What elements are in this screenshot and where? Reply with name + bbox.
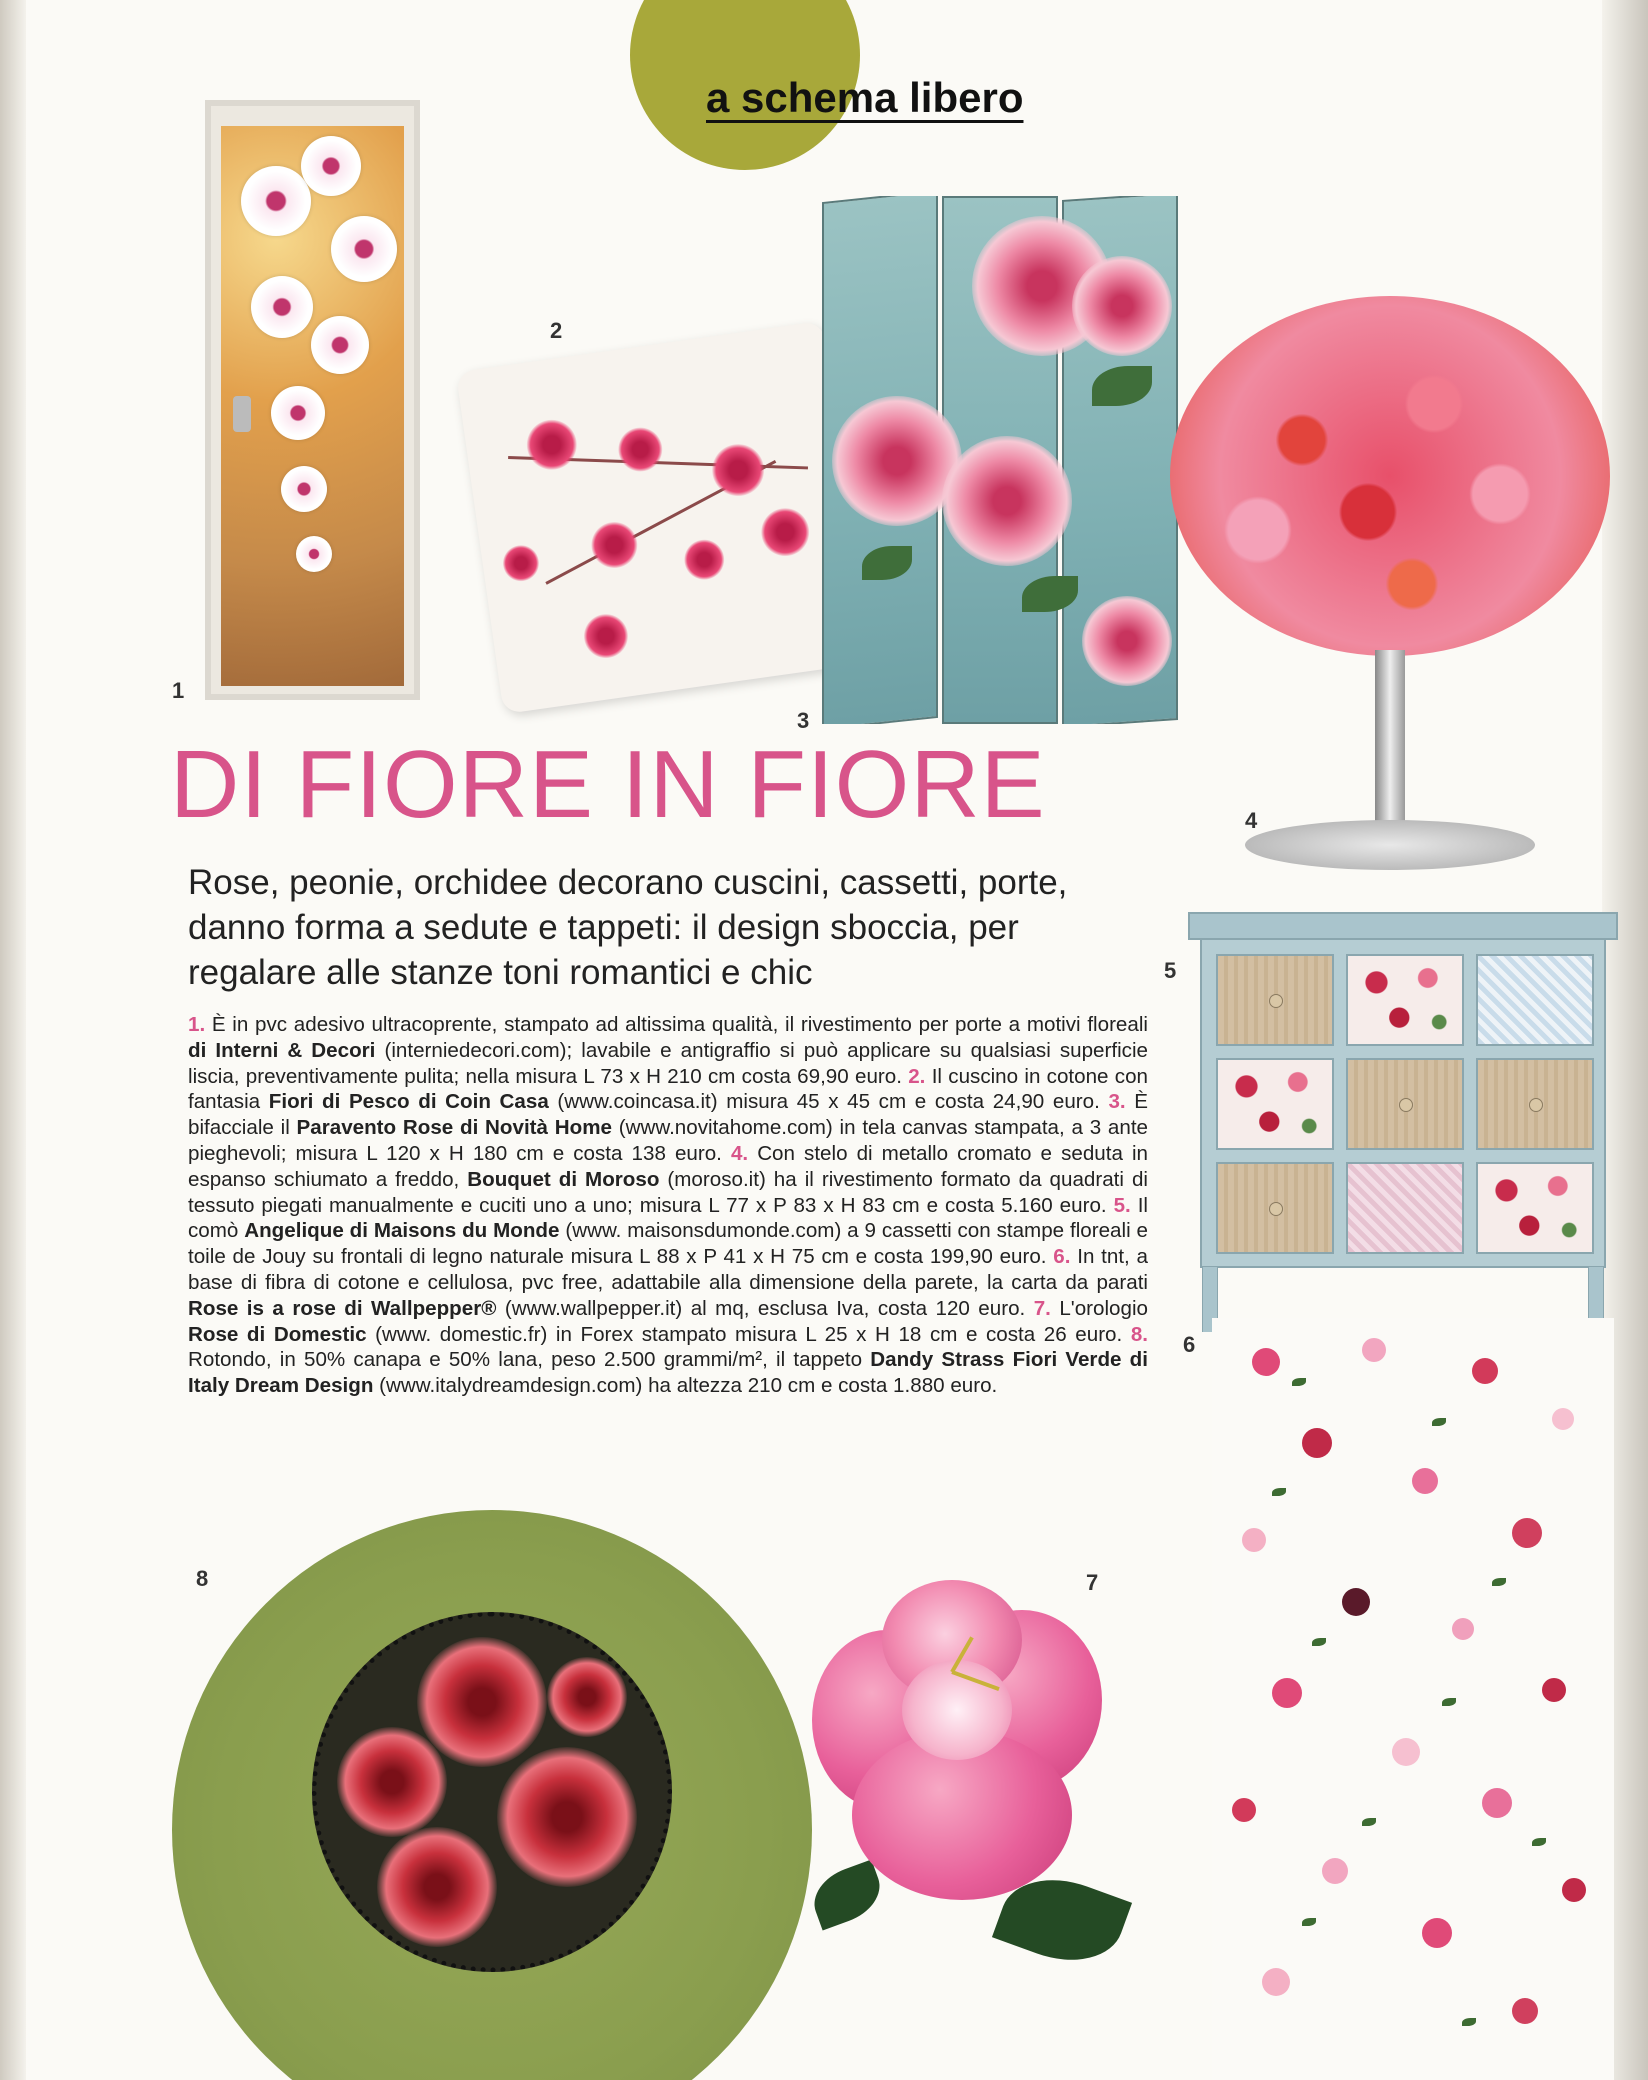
product-7-clock-image xyxy=(792,1570,1162,1990)
product-2-cushion-image xyxy=(456,321,870,714)
product-name: Dandy Strass Fiori Verde di Italy Dream Design xyxy=(188,1348,1148,1398)
chair-stem xyxy=(1375,650,1405,840)
product-6-wallpaper-image xyxy=(1212,1318,1614,2080)
page-title: DI FIORE IN FIORE xyxy=(170,731,1046,838)
product-8-rug-image xyxy=(172,1510,812,2080)
item-number: 6. xyxy=(1053,1245,1078,1269)
product-name: Bouquet di Moroso xyxy=(467,1167,660,1191)
page-gutter-left xyxy=(0,0,26,2080)
body-text: (www. maisonsdumonde.com) a 9 cassetti con stampe floreali e toile de Jouy su frontali di legno naturale misura L 88 x P 41 x H 75 cm e costa 199,90 euro. xyxy=(188,1219,1148,1269)
body-text: È bifacciale il xyxy=(188,1090,1148,1140)
body-text: Il cuscino in cotone con fantasia xyxy=(188,1064,1149,1114)
product-5-chest-image xyxy=(1188,912,1618,1332)
product-3-screen-image xyxy=(822,196,1180,724)
body-text: Il comò xyxy=(188,1193,1148,1243)
number-5: 5 xyxy=(1164,958,1177,983)
number-4: 4 xyxy=(1245,808,1258,833)
number-7: 7 xyxy=(1086,1570,1099,1595)
door-handle xyxy=(233,396,251,432)
body-text: (www.novitahome.com) in tela canvas stampata, a 3 ante pieghevoli; misura L 120 x H 180 cm e costa 138 euro. xyxy=(188,1116,1148,1165)
number-6: 6 xyxy=(1183,1332,1196,1357)
product-name: di Interni & Decori xyxy=(188,1038,376,1062)
number-8: 8 xyxy=(196,1566,209,1591)
body-text: Con stelo di metallo cromato e seduta in espanso schiumato a freddo, xyxy=(188,1141,1148,1191)
product-name: Angelique di Maisons du Monde xyxy=(244,1219,560,1243)
body-text: (www.italydreamdesign.com) ha altezza 210 cm e costa 1.880 euro. xyxy=(373,1374,998,1398)
body-text: (www. domestic.fr) in Forex stampato misura L 25 x H 18 cm e costa 26 euro. xyxy=(366,1322,1131,1346)
item-number: 7. xyxy=(1033,1296,1060,1320)
number-3: 3 xyxy=(797,708,810,733)
item-number: 5. xyxy=(1113,1193,1138,1217)
body-text: (moroso.it) ha il rivestimento formato da quadrati di tessuto piegati manualmente e cuciti uno a uno; misura L 77 x P 83 x H 83 cm e costa 5.160 euro. xyxy=(188,1167,1149,1217)
number-2: 2 xyxy=(550,318,563,343)
number-1: 1 xyxy=(172,678,185,703)
article-body xyxy=(188,1012,1148,1399)
item-number: 4. xyxy=(730,1141,758,1165)
product-name: Rose di Domestic xyxy=(188,1322,367,1346)
body-text: In tnt, a base di fibra di cotone e cellulosa, pvc free, adattabile alla dimensione della parete, la carta da parati xyxy=(188,1245,1148,1294)
section-label: a schema libero xyxy=(706,74,1024,121)
body-text: (interniedecori.com); lavabile e antigraffio si può applicare su qualsiasi superficie liscia, preventivamente pulita; nella misura L 73 x H 210 cm costa 69,90 euro. xyxy=(188,1038,1148,1088)
item-number: 2. xyxy=(908,1064,932,1088)
chair-base xyxy=(1245,820,1535,870)
body-text: (www.coincasa.it) misura 45 x 45 cm e costa 24,90 euro. xyxy=(548,1090,1109,1114)
item-number: 8. xyxy=(1130,1322,1149,1346)
body-text: È in pvc adesivo ultracoprente, stampato ad altissima qualità, il rivestimento per porte a motivi floreali xyxy=(211,1013,1148,1036)
product-1-door-image xyxy=(205,100,420,700)
product-name: Paravento Rose di Novità Home xyxy=(296,1116,612,1140)
product-name: Rose is a rose di Wallpepper® xyxy=(188,1296,497,1320)
item-number: 3. xyxy=(1108,1090,1135,1114)
item-number: 1. xyxy=(188,1013,212,1036)
body-text: Rotondo, in 50% canapa e 50% lana, peso 2.500 grammi/m², il tappeto xyxy=(188,1348,871,1372)
body-text: L'orologio xyxy=(1059,1296,1148,1320)
product-4-chair-image xyxy=(1170,296,1610,656)
body-text: (www.wallpepper.it) al mq, esclusa Iva, costa 120 euro. xyxy=(496,1296,1034,1320)
product-name: Fiori di Pesco di Coin Casa xyxy=(268,1090,549,1114)
standfirst: Rose, peonie, orchidee decorano cuscini, cassetti, porte, danno forma a sedute e tappeti: il design sboccia, per regalare alle stanze toni romantici e chic xyxy=(188,863,1068,992)
